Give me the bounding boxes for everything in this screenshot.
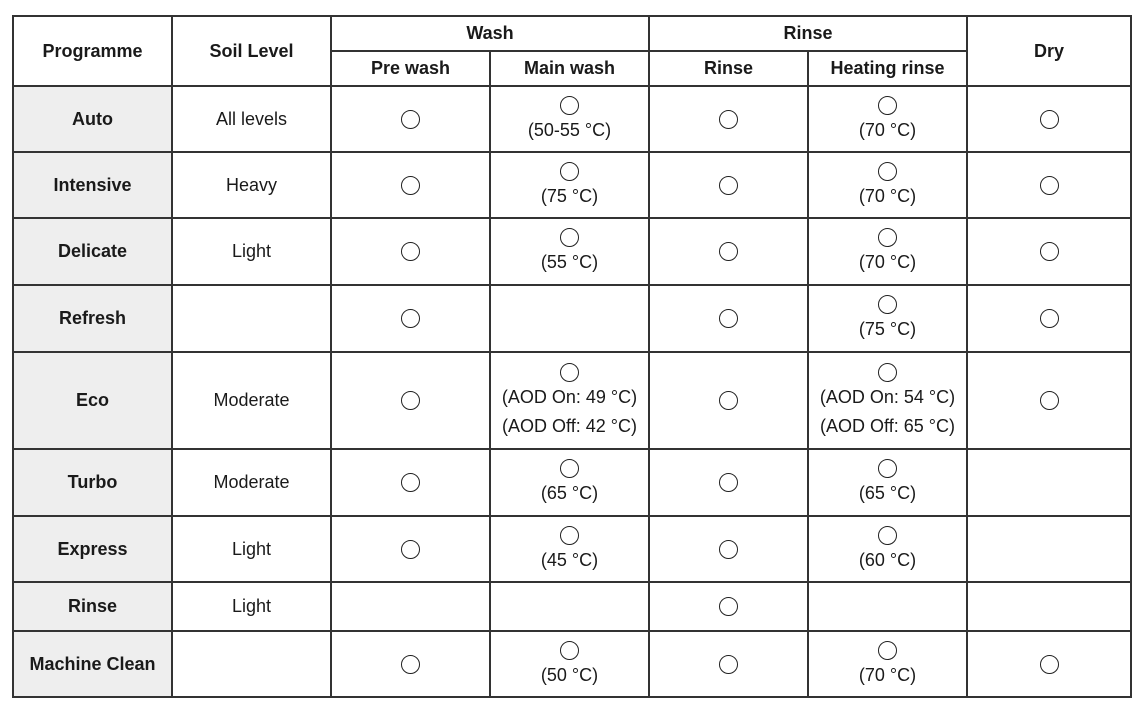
- dry-cell: [967, 218, 1131, 285]
- heating-rinse-cell: [808, 582, 967, 631]
- temperature-label: (75 °C): [858, 319, 917, 339]
- circle-icon: [719, 391, 738, 410]
- header-main-wash: Main wash: [490, 51, 649, 86]
- circle-icon: [1040, 242, 1059, 261]
- rinse-cell: [649, 86, 808, 152]
- main-wash-cell: [490, 285, 649, 352]
- programme-name: Auto: [13, 86, 172, 152]
- circle-icon: [401, 473, 420, 492]
- dry-cell: [967, 285, 1131, 352]
- main-wash-cell: [490, 152, 649, 218]
- header-programme: Programme: [13, 16, 172, 86]
- circle-icon: [719, 655, 738, 674]
- header-rinse-group: Rinse: [649, 16, 967, 51]
- circle-icon: [560, 228, 579, 247]
- temperature-label: (50-55 °C): [527, 119, 612, 140]
- programme-name: Machine Clean: [13, 631, 172, 697]
- circle-icon: [719, 176, 738, 195]
- circle-icon: [719, 242, 738, 261]
- rinse-cell: [649, 285, 808, 352]
- main-wash-cell: [490, 631, 649, 697]
- circle-icon: [401, 176, 420, 195]
- temperature-label: (AOD Off: 42 °C): [502, 415, 637, 436]
- rinse-cell: [649, 152, 808, 218]
- circle-icon: [401, 309, 420, 328]
- soil-level: [172, 631, 331, 697]
- heating-rinse-cell: [808, 516, 967, 582]
- programme-name: Delicate: [13, 218, 172, 285]
- circle-icon: [1040, 655, 1059, 674]
- temperature-label: (70 °C): [858, 119, 917, 140]
- dry-cell: [967, 582, 1131, 631]
- soil-level: Moderate: [172, 352, 331, 449]
- soil-level: Light: [172, 218, 331, 285]
- temperature-label: (70 °C): [858, 252, 917, 272]
- circle-icon: [1040, 176, 1059, 195]
- circle-icon: [560, 459, 579, 478]
- main-wash-cell: [490, 218, 649, 285]
- temperature-label: (AOD On: 54 °C): [819, 386, 956, 407]
- rinse-cell: [649, 582, 808, 631]
- dry-cell: [967, 449, 1131, 516]
- pre-wash-cell: [331, 152, 490, 218]
- circle-icon: [878, 363, 897, 382]
- circle-icon: [560, 641, 579, 660]
- temperature-label: (AOD Off: 65 °C): [820, 415, 955, 436]
- rinse-cell: [649, 449, 808, 516]
- main-wash-cell: [490, 582, 649, 631]
- circle-icon: [878, 526, 897, 545]
- temperature-label: (65 °C): [540, 483, 599, 503]
- circle-icon: [719, 473, 738, 492]
- dry-cell: [967, 352, 1131, 449]
- heating-rinse-cell: [808, 449, 967, 516]
- table-row: [13, 352, 1131, 449]
- table-row: [13, 449, 1131, 516]
- header-heating-rinse: Heating rinse: [808, 51, 967, 86]
- header-soil-level: Soil Level: [172, 16, 331, 86]
- heating-rinse-cell: [808, 631, 967, 697]
- header-wash: Wash: [331, 16, 649, 51]
- pre-wash-cell: [331, 86, 490, 152]
- heating-rinse-cell: [808, 285, 967, 352]
- pre-wash-cell: [331, 582, 490, 631]
- circle-icon: [878, 641, 897, 660]
- circle-icon: [560, 96, 579, 115]
- table-row: [13, 152, 1131, 218]
- table-row: [13, 285, 1131, 352]
- circle-icon: [878, 295, 897, 314]
- temperature-label: (45 °C): [540, 549, 599, 570]
- table-row: [13, 218, 1131, 285]
- temperature-label: (60 °C): [858, 549, 917, 570]
- pre-wash-cell: [331, 352, 490, 449]
- circle-icon: [719, 309, 738, 328]
- temperature-label: (65 °C): [858, 483, 917, 503]
- table-row: [13, 631, 1131, 697]
- circle-icon: [878, 96, 897, 115]
- programme-name: Eco: [13, 352, 172, 449]
- circle-icon: [560, 363, 579, 382]
- soil-level: Heavy: [172, 152, 331, 218]
- programme-name: Turbo: [13, 449, 172, 516]
- circle-icon: [401, 242, 420, 261]
- circle-icon: [719, 597, 738, 616]
- main-wash-cell: [490, 516, 649, 582]
- soil-level: Light: [172, 582, 331, 631]
- dry-cell: [967, 631, 1131, 697]
- main-wash-cell: [490, 352, 649, 449]
- main-wash-cell: [490, 86, 649, 152]
- header-row-1: [13, 16, 1131, 51]
- programme-table: [12, 15, 1132, 698]
- circle-icon: [719, 110, 738, 129]
- header-dry: Dry: [967, 16, 1131, 86]
- circle-icon: [1040, 391, 1059, 410]
- table-row: [13, 516, 1131, 582]
- circle-icon: [401, 391, 420, 410]
- pre-wash-cell: [331, 449, 490, 516]
- pre-wash-cell: [331, 631, 490, 697]
- dry-cell: [967, 516, 1131, 582]
- table-row: [13, 86, 1131, 152]
- circle-icon: [1040, 110, 1059, 129]
- circle-icon: [878, 162, 897, 181]
- dry-cell: [967, 152, 1131, 218]
- rinse-cell: [649, 631, 808, 697]
- programme-rows: [13, 86, 1131, 697]
- circle-icon: [401, 655, 420, 674]
- circle-icon: [878, 228, 897, 247]
- heating-rinse-cell: [808, 352, 967, 449]
- rinse-cell: [649, 516, 808, 582]
- circle-icon: [560, 526, 579, 545]
- temperature-label: (70 °C): [858, 664, 917, 685]
- circle-icon: [401, 540, 420, 559]
- pre-wash-cell: [331, 218, 490, 285]
- rinse-cell: [649, 352, 808, 449]
- programme-name: Express: [13, 516, 172, 582]
- rinse-cell: [649, 218, 808, 285]
- programme-name: Refresh: [13, 285, 172, 352]
- heating-rinse-cell: [808, 152, 967, 218]
- main-wash-cell: [490, 449, 649, 516]
- soil-level: [172, 285, 331, 352]
- programme-name: Rinse: [13, 582, 172, 631]
- temperature-label: (55 °C): [540, 252, 599, 272]
- circle-icon: [878, 459, 897, 478]
- temperature-label: (50 °C): [540, 664, 599, 685]
- soil-level: Light: [172, 516, 331, 582]
- circle-icon: [560, 162, 579, 181]
- dry-cell: [967, 86, 1131, 152]
- header-pre-wash: Pre wash: [331, 51, 490, 86]
- heating-rinse-cell: [808, 218, 967, 285]
- pre-wash-cell: [331, 285, 490, 352]
- circle-icon: [1040, 309, 1059, 328]
- heating-rinse-cell: [808, 86, 967, 152]
- circle-icon: [719, 540, 738, 559]
- programme-name: Intensive: [13, 152, 172, 218]
- pre-wash-cell: [331, 516, 490, 582]
- header-rinse: Rinse: [649, 51, 808, 86]
- temperature-label: (AOD On: 49 °C): [501, 386, 638, 407]
- soil-level: All levels: [172, 86, 331, 152]
- table-row: [13, 582, 1131, 631]
- temperature-label: (70 °C): [858, 185, 917, 206]
- circle-icon: [401, 110, 420, 129]
- soil-level: Moderate: [172, 449, 331, 516]
- temperature-label: (75 °C): [540, 185, 599, 206]
